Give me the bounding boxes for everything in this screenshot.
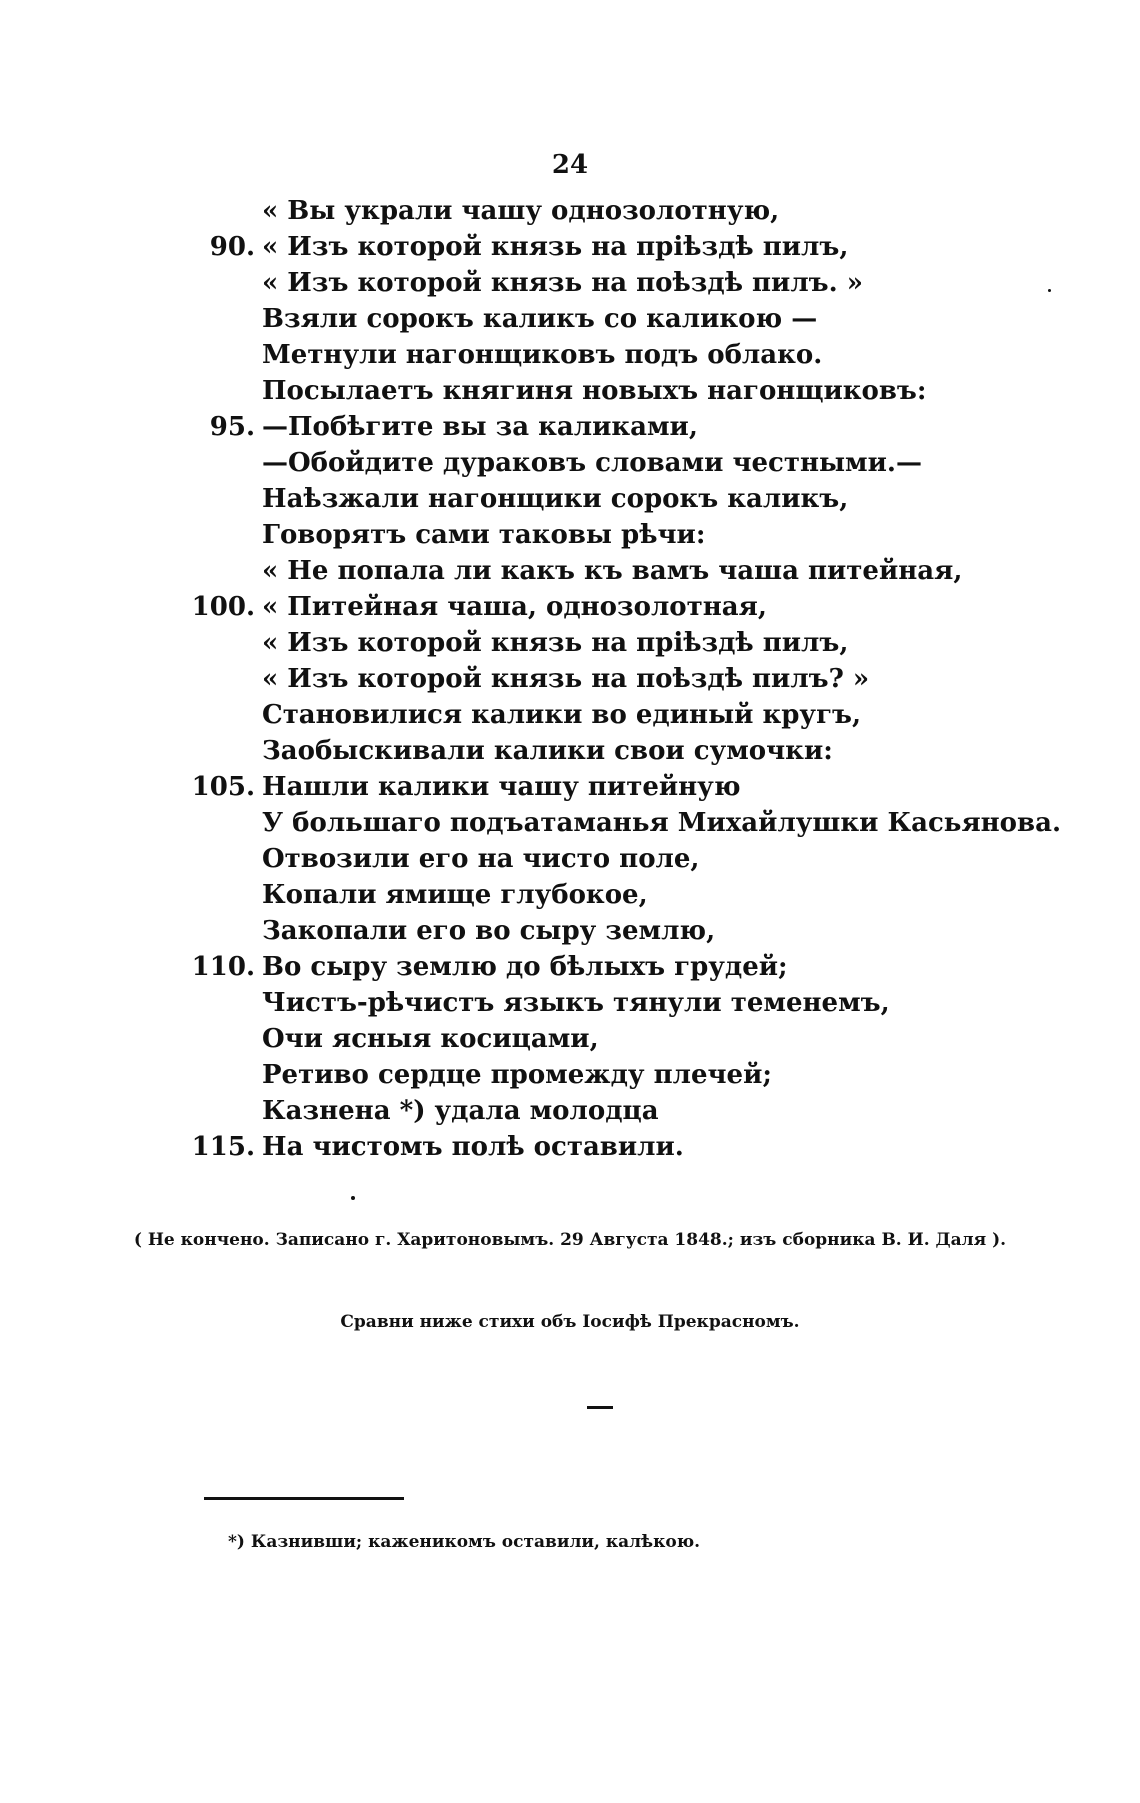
line-number: 115. [191,1132,255,1162]
line-text: Копали ямище глубокое, [262,880,648,910]
line-text: Во сыру землю до бѣлыхъ грудей; [262,952,788,982]
end-rule [587,1406,613,1409]
poem-line [0,877,1140,913]
poem-line [0,1129,1140,1165]
line-text: Наѣзжали нагонщики сорокъ каликъ, [262,484,849,514]
poem-line [0,841,1140,877]
footnote: *) Казнивши; каженикомъ оставили, калѣкою. [228,1532,701,1552]
poem-line [0,517,1140,553]
line-text: « Изъ которой князь на прiѣздѣ пилъ, [262,232,849,262]
line-text: Посылаетъ княгиня новыхъ нагонщиковъ: [262,376,927,406]
poem-line [0,589,1140,625]
page-number: 24 [551,150,589,180]
poem-line [0,985,1140,1021]
line-number: 105. [191,772,255,802]
poem-line [0,733,1140,769]
poem-line [0,913,1140,949]
print-speck [1048,289,1051,292]
poem-line [0,337,1140,373]
line-number: 95. [209,412,255,442]
poem-line [0,229,1140,265]
poem-line [0,1057,1140,1093]
line-text: Казнена *) удала молодца [262,1096,659,1126]
poem-line [0,373,1140,409]
poem-line [0,409,1140,445]
line-text: « Не попала ли какъ къ вамъ чаша питейная, [262,556,963,586]
print-speck [351,1196,355,1200]
line-text: Взяли сорокъ каликъ со каликою — [262,304,818,334]
compare-note: Сравни ниже стихи объ Iосифѣ Прекрасномъ. [340,1312,800,1332]
poem-line [0,301,1140,337]
line-text: « Питейная чаша, однозолотная, [262,592,767,622]
poem-line [0,805,1140,841]
line-text: Метнули нагонщиковъ подъ облако. [262,340,823,370]
line-text: У большаго подъатаманья Михайлушки Касьянова. [262,808,1061,838]
line-text: « Вы украли чашу однозолотную, [262,196,780,226]
line-text: « Изъ которой князь на прiѣздѣ пилъ, [262,628,849,658]
line-text: Ретиво сердце промежду плечей; [262,1060,772,1090]
line-text: Очи ясныя косицами, [262,1024,599,1054]
line-number: 90. [209,232,255,262]
poem-line [0,625,1140,661]
line-text: Говорятъ сами таковы рѣчи: [262,520,706,550]
poem-line [0,445,1140,481]
poem [0,193,1140,1165]
poem-line [0,697,1140,733]
line-text: Отвозили его на чисто поле, [262,844,700,874]
line-text: —Обойдите дураковъ словами честными.— [262,448,922,478]
poem-line [0,553,1140,589]
poem-line [0,193,1140,229]
line-text: « Изъ которой князь на поѣздѣ пилъ? » [262,664,870,694]
line-text: Заобыскивали калики свои сумочки: [262,736,833,766]
poem-line [0,1093,1140,1129]
poem-line [0,949,1140,985]
line-text: Закопали его во сыру землю, [262,916,716,946]
line-text: —Побѣгите вы за каликами, [262,412,698,442]
poem-line [0,481,1140,517]
line-text: Нашли калики чашу питейную [262,772,741,802]
line-text: « Изъ которой князь на поѣздѣ пилъ. » [262,268,863,298]
line-text: Чистъ-рѣчистъ языкъ тянули теменемъ, [262,988,890,1018]
poem-line [0,769,1140,805]
line-text: На чистомъ полѣ оставили. [262,1132,684,1162]
poem-line [0,1021,1140,1057]
line-text: Становилися калики во единый кругъ, [262,700,862,730]
footnote-rule [204,1497,404,1500]
line-number: 110. [191,952,255,982]
line-number: 100. [191,592,255,622]
poem-line [0,661,1140,697]
poem-line [0,265,1140,301]
source-note: ( Не кончено. Записано г. Харитоновымъ. 29 Августа 1848.; изъ сборника В. И. Даля ). [133,1230,1007,1250]
